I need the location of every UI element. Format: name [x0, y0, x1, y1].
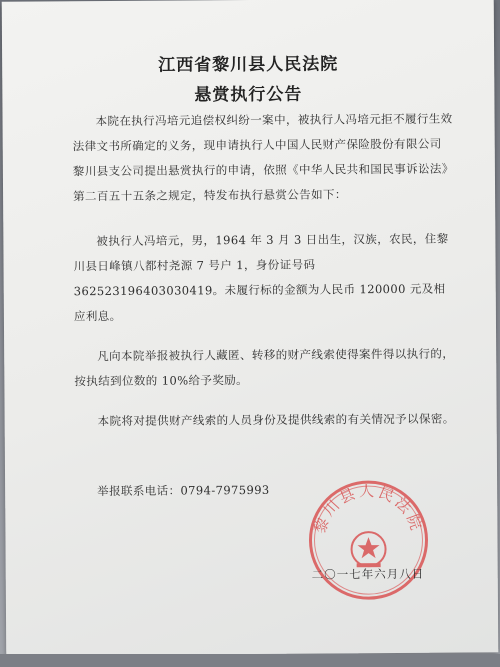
svg-text:黎川县人民法院	[310, 482, 426, 536]
report-phone-line: 举报联系电话：0794-7975993	[97, 482, 270, 499]
desk-edge	[0, 654, 500, 667]
paragraph-intro: 本院在执行冯培元追偿权纠纷一案中，被执行人冯培元拒不履行生效法律文书所确定的义务，现申请执行人中国人民财产保险股份有限公司黎川县支公司提出悬赏执行的申请，依照《中华人民共和国民事诉讼法》第二百五十五条之规定，特发布执行悬赏公告如下：	[72, 111, 453, 204]
seal-text: 黎川县人民法院	[310, 482, 427, 536]
notice-date: 二〇一七年六月八日	[311, 566, 425, 582]
notice-title: 悬赏执行公告	[194, 84, 303, 106]
paragraph-debtor-info: 被执行人冯培元，男，1964 年 3 月 3 日出生，汉族，农民，住黎川县日峰镇八都村尧源 7 号户 1，身份证号码 362523196403030419。未履行标的金额为人民币 120000 元及相应利息。	[73, 231, 449, 324]
court-name-title: 江西省黎川县人民法院	[158, 54, 339, 76]
paragraph-confidentiality: 本院将对提供财产线索的人员身份及提供线索的有关情况予以保密。	[97, 411, 455, 429]
paragraph-reward: 凡向本院举报被执行人藏匿、转移的财产线索使得案件得以执行的，按执结到位数的 10%给予奖励。	[74, 346, 455, 389]
notice-sheet	[2, 0, 499, 656]
national-emblem-icon	[351, 532, 385, 567]
court-seal-stamp	[305, 477, 432, 604]
